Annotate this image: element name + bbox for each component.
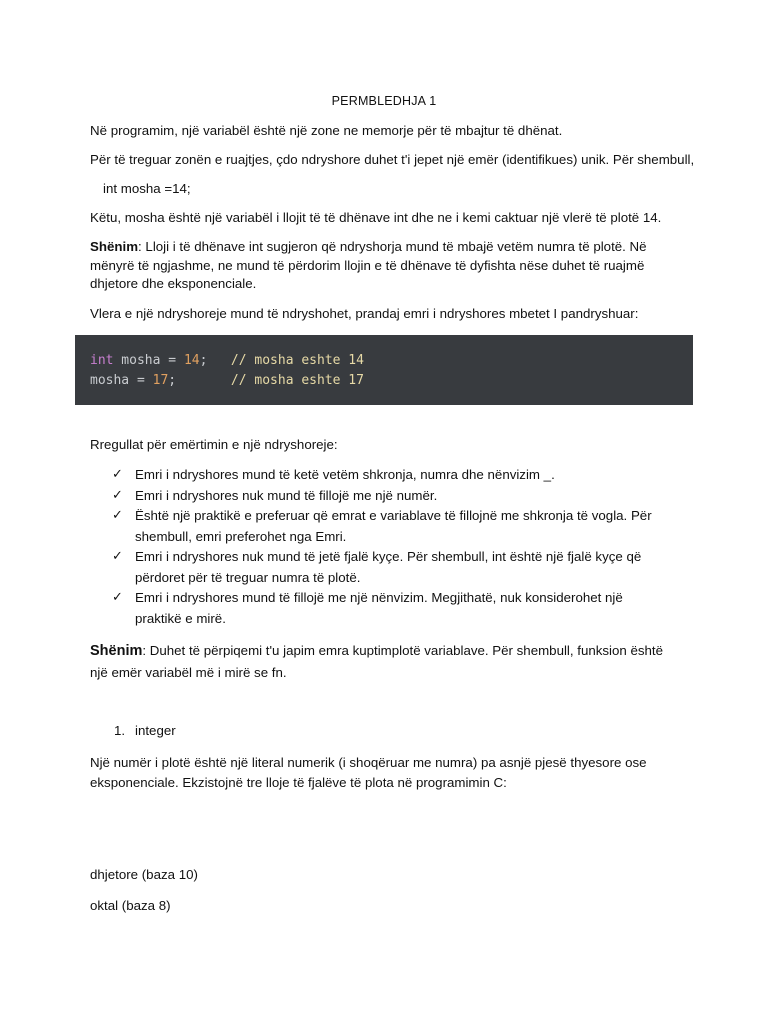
list-item [112,547,672,588]
item-text: integer [135,723,176,738]
code-semicolon: ; [199,353,208,368]
intro-paragraph: Në programim, një variabël është një zone ne memorje për të mbajtur të dhënat. [90,123,563,138]
base-octal: oktal (baza 8) [90,898,171,913]
mutability-paragraph: Vlera e një ndryshoreje mund të ndryshohet, prandaj emri i ndryshores mbetet I pandryshuar: [90,306,639,321]
rule-text: Emri i ndryshores nuk mund të jetë fjalë kyçe. Për shembull, int është një fjalë kyçe që përdoret për të treguar numra të plotë. [135,549,642,585]
list-item [112,588,672,629]
checkmark-icon: ✓ [112,467,123,482]
checkmark-icon: ✓ [112,508,123,523]
code-block [75,335,693,405]
integer-paragraph: Një numër i plotë është një literal numerik (i shoqëruar me numra) pa asnjë pjesë thyesore ose eksponenciale. Ekzistojnë tre lloje të fjalëve të plota në programimin C: [90,755,647,790]
code-text: mosha = [90,373,153,388]
note-text: : Duhet të përpiqemi t'u japim emra kuptimplotë variablave. Për shembull, funksion është një emër variabël më i mirë se fn. [90,643,664,680]
code-line-2 [90,372,364,390]
rule-text: Emri i ndryshores mund të fillojë me një nënvizim. Megjithatë, nuk konsiderohet një praktikë e mirë. [135,590,623,626]
rules-heading: Rregullat për emërtimin e një ndryshoreje: [90,437,338,452]
checkmark-icon: ✓ [112,487,123,503]
code-number: 14 [183,353,200,368]
item-number: 1. [114,723,126,738]
code-padding [176,373,231,388]
note-label: Shënim [90,239,139,254]
base-decimal: dhjetore (baza 10) [90,867,198,882]
code-text: mosha = [113,353,184,368]
code-semicolon: ; [168,373,177,388]
page-title: PERMBLEDHJA 1 [331,94,437,108]
checkmark-icon: ✓ [112,590,123,605]
list-item [112,506,672,547]
code-number: 17 [152,373,169,388]
code-comment: // mosha eshte 17 [230,373,364,388]
rule-text: Është një praktikë e preferuar që emrat e variablave të fillojnë me shkronja të vogla. Për shembull, emri preferohet nga Emri. [135,508,652,544]
explanation-paragraph: Këtu, mosha është një variabël i llojit të të dhënave int dhe ne i kemi caktuar një vlerë të plotë 14. [90,210,662,225]
rule-text: Emri i ndryshores mund të ketë vetëm shkronja, numra dhe nënvizim _. [135,467,555,482]
list-item [112,465,672,486]
checkmark-icon: ✓ [112,549,123,564]
note-paragraph [90,238,675,294]
second-note-paragraph [90,640,675,683]
code-keyword: int [90,353,114,368]
storage-paragraph: Për të treguar zonën e ruajtjes, çdo ndryshore duhet t'i jepet një emër (identifikues) unik. Për shembull, [90,152,695,167]
code-line-1 [90,352,364,370]
code-comment: // mosha eshte 14 [230,353,364,368]
list-item [112,486,672,507]
rule-text: Emri i ndryshores nuk mund të fillojë me një numër. [135,487,438,503]
example-line: int mosha =14; [103,181,191,196]
numbered-item [114,722,176,740]
note-text: : Lloji i të dhënave int sugjeron që ndryshorja mund të mbajë vetëm numra të plotë. Në mënyrë të ngjashme, ne mund të përdorim llojin e të dhënave të dyfishta nëse duhet të ruajmë dhjetore dhe eksponenciale. [90,239,647,291]
rules-list [112,465,672,629]
code-padding [207,353,230,368]
note-label: Shënim [90,643,143,659]
